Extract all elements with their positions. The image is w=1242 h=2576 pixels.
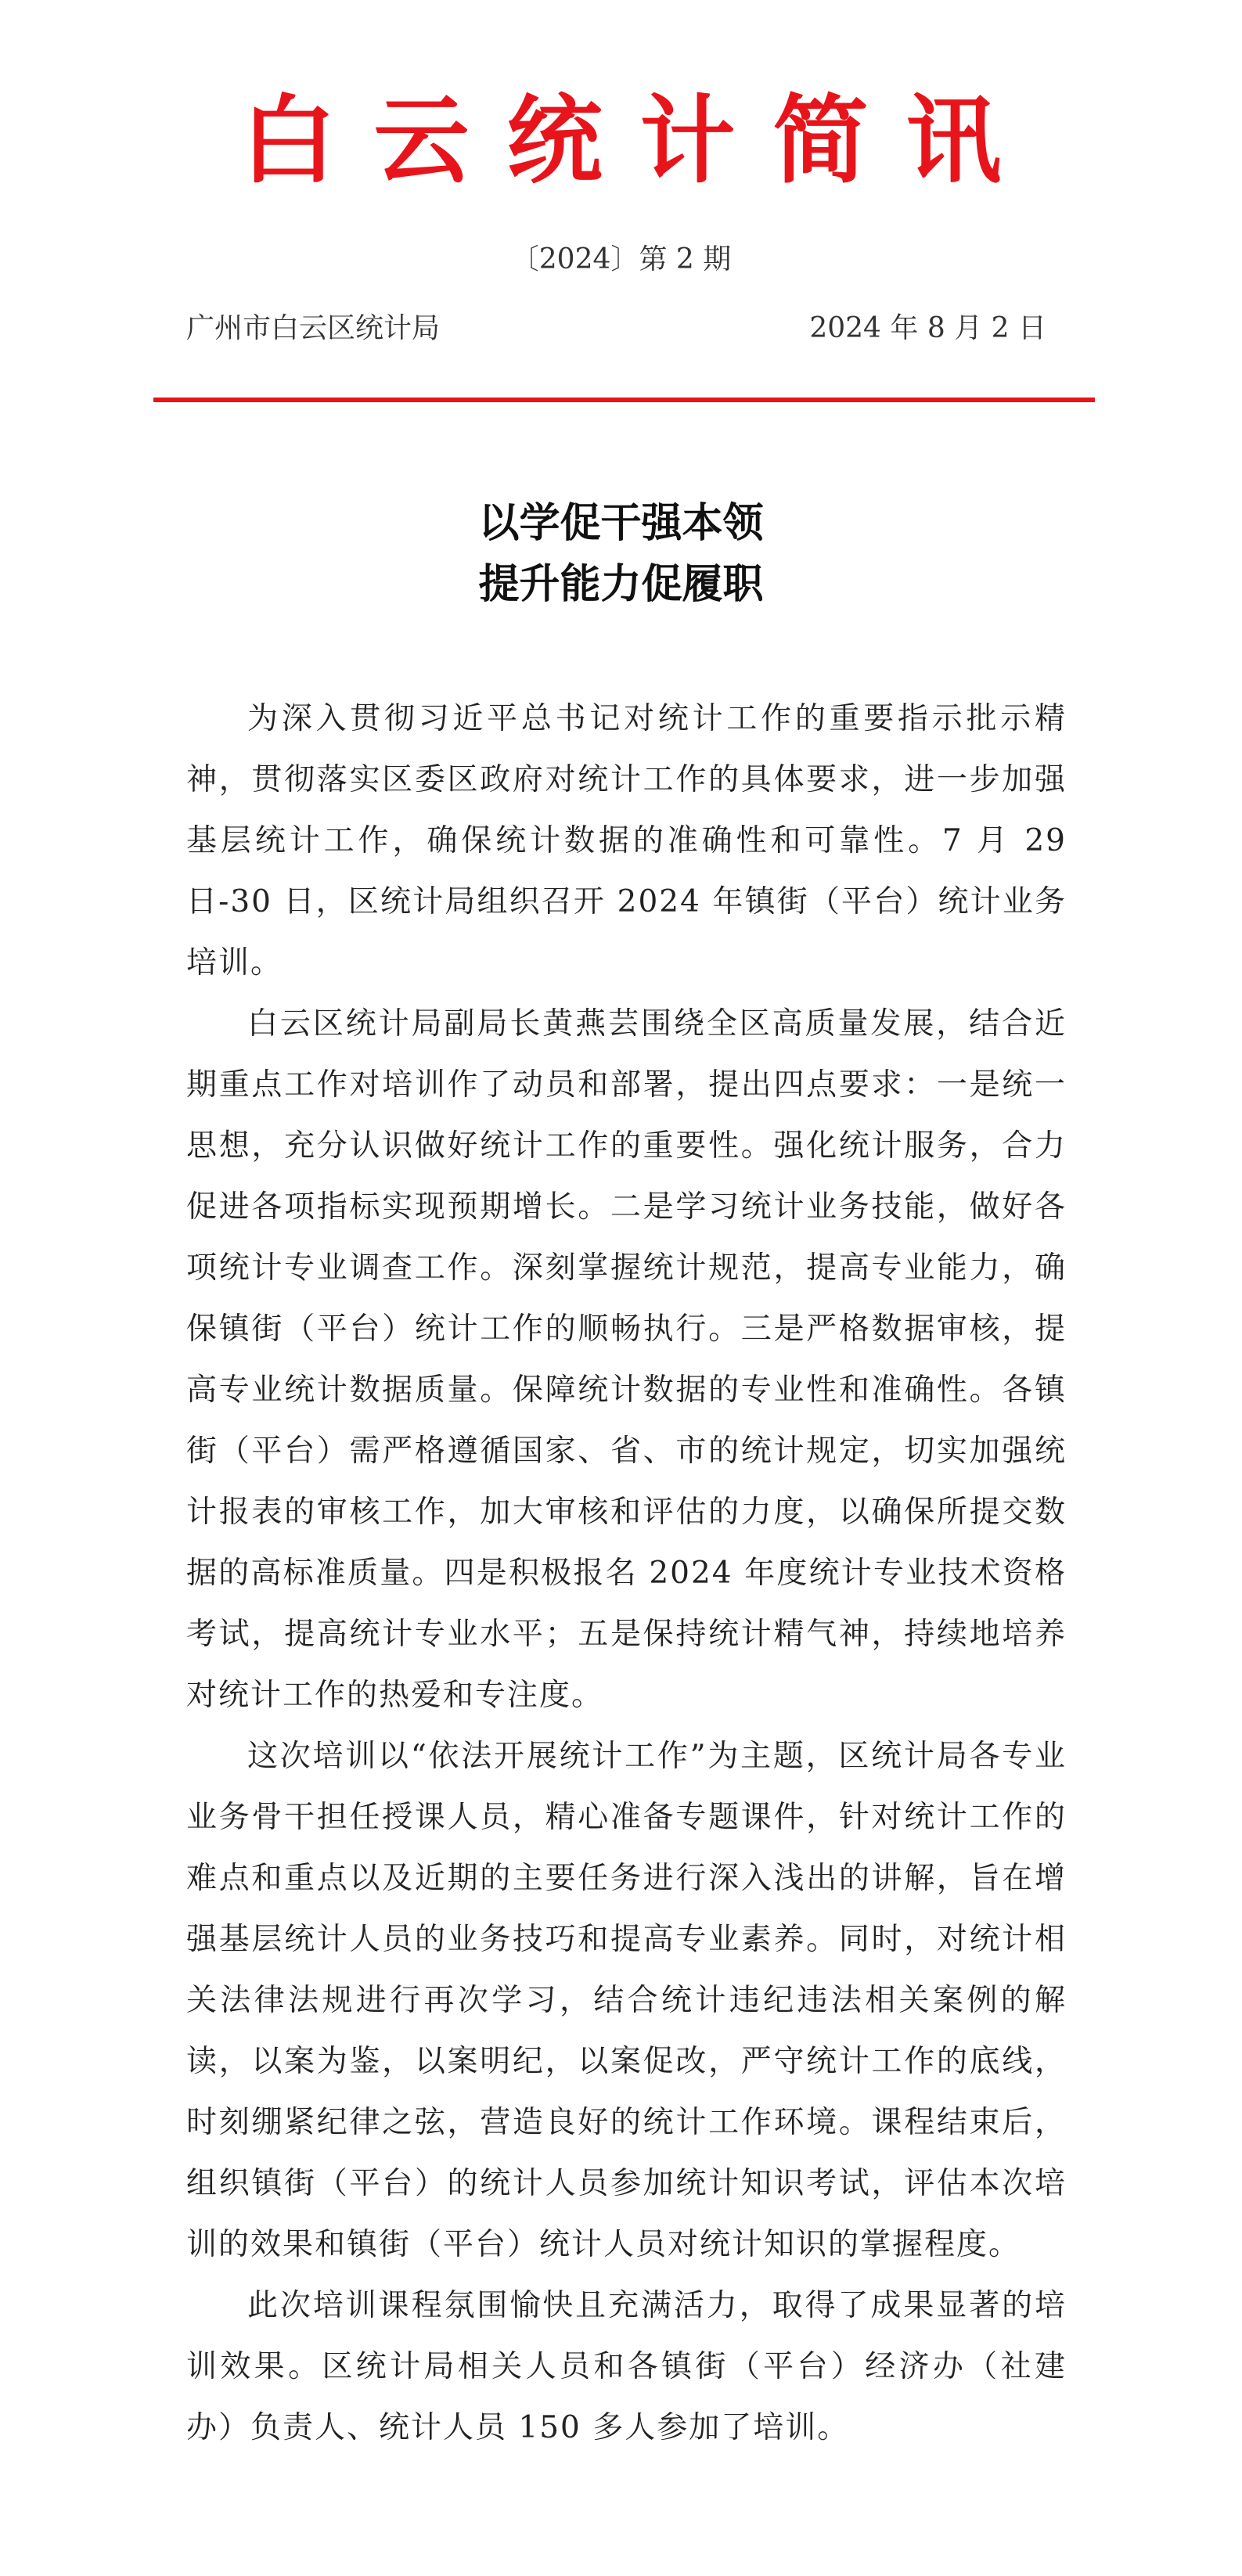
publish-date: 2024 年 8 月 2 日: [809, 312, 1046, 344]
article-title-line-2: 提升能力促履职: [478, 560, 764, 608]
paragraph: 白云区统计局副局长黄燕芸围绕全区高质量发展，结合近期重点工作对培训作了动员和部署，提出四点要求：一是统一思想，充分认识做好统计工作的重要性。强化统计服务，合力促进各项指标实现预期增长。二是学习统计业务技能，做好各项统计专业调查工作。深刻掌握统计规范，提高专业能力，确保镇街（平台）统计工作的顺畅执行。三是严格数据审核，提高专业统计数据质量。保障统计数据的专业性和准确性。各镇街（平台）需严格遵循国家、省、市的统计规定，切实加强统计报表的审核工作，加大审核和评估的力度，以确保所提交数据的高标准质量。四是积极报名 2024 年度统计专业技术资格考试，提高统计专业水平；五是保持统计精气神，持续地培养对统计工作的热爱和专注度。: [186, 1006, 1067, 1713]
publisher: 广州市白云区统计局: [186, 312, 441, 344]
masthead-title: 白云统计简讯: [240, 85, 1039, 196]
article-title: [0, 493, 1242, 615]
header-divider: [153, 398, 1095, 402]
paragraph: 为深入贯彻习近平总书记对统计工作的重要指示批示精神，贯彻落实区委区政府对统计工作的具体要求，进一步加强基层统计工作，确保统计数据的准确性和可靠性。7 月 29 日-30 日，区统计局组织召开 2024 年镇街（平台）统计业务培训。: [186, 701, 1067, 980]
article-body: [186, 689, 1067, 2459]
paragraph: 这次培训以“依法开展统计工作”为主题，区统计局各专业业务骨干担任授课人员，精心准备专题课件，针对统计工作的难点和重点以及近期的主要任务进行深入浅出的讲解，旨在增强基层统计人员的业务技巧和提高专业素养。同时，对统计相关法律法规进行再次学习，结合统计违纪违法相关案例的解读，以案为鉴，以案明纪，以案促改，严守统计工作的底线，时刻绷紧纪律之弦，营造良好的统计工作环境。课程结束后，组织镇街（平台）的统计人员参加统计知识考试，评估本次培训的效果和镇街（平台）统计人员对统计知识的掌握程度。: [186, 1739, 1067, 2262]
article-title-line-1: 以学促干强本领: [478, 499, 764, 547]
paragraph: 此次培训课程氛围愉快且充满活力，取得了成果显著的培训效果。区统计局相关人员和各镇街（平台）经济办（社建办）负责人、统计人员 150 多人参加了培训。: [186, 2288, 1067, 2445]
issue-number: 〔2024〕第 2 期: [510, 243, 732, 275]
